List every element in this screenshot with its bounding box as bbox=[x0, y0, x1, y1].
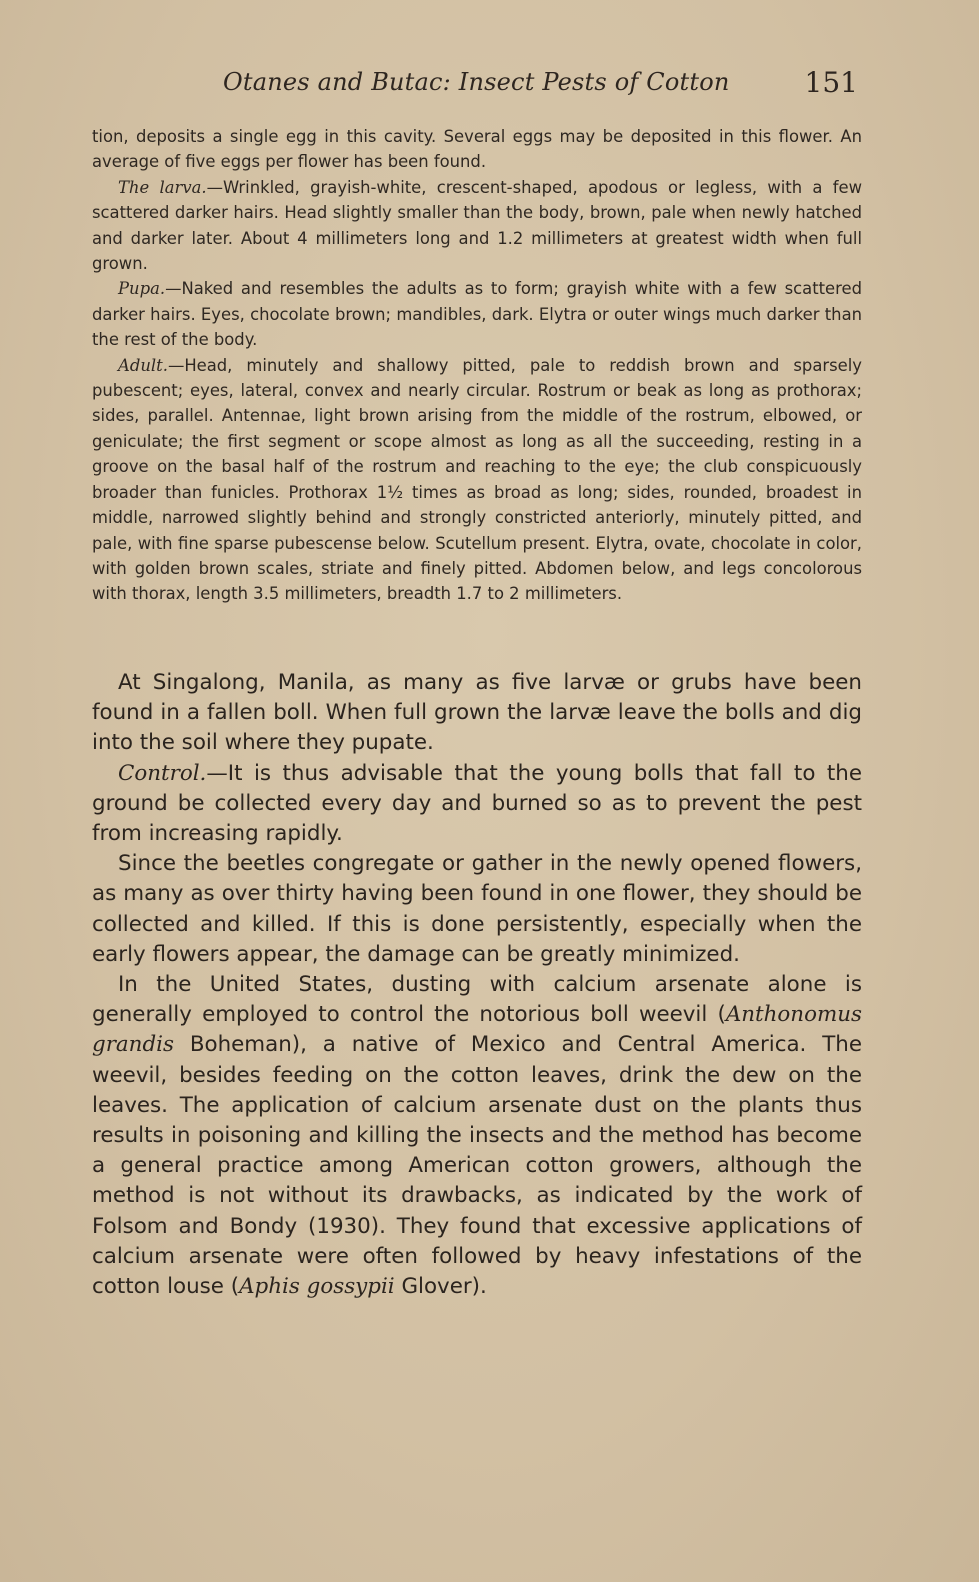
species-anthonomus: Anthonomus grandis bbox=[92, 1002, 862, 1058]
description-section bbox=[92, 124, 862, 607]
pupa-text: —Naked and resembles the adults as to form; grayish white with a few scattered darker hairs. Eyes, chocolate brown; mandibles, dark. Elytra or outer wings much darker than the rest of the body. bbox=[92, 279, 862, 350]
singalong-paragraph: At Singalong, Manila, as many as five larvæ or grubs have been found in a fallen boll. When full grown the larvæ leave the bolls and dig into the soil where they pupate. bbox=[92, 670, 862, 756]
pupa-paragraph bbox=[92, 276, 862, 352]
adult-label: Adult. bbox=[118, 355, 168, 375]
page-number: 151 bbox=[804, 66, 858, 99]
egg-paragraph: tion, deposits a single egg in this cavity. Several eggs may be deposited in this flower. An average of five eggs per flower has been found. bbox=[92, 127, 862, 172]
pupa-label: Pupa. bbox=[118, 279, 166, 299]
page-header bbox=[92, 62, 862, 106]
adult-paragraph bbox=[92, 353, 862, 607]
larva-text: —Wrinkled, grayish-white, crescent-shaped, apodous or legless, with a few scattered darker hairs. Head slightly smaller than the body, brown, pale when newly hatched and darker later. About 4 millimeters long and 1.2 millimeters at greatest width when full grown. bbox=[92, 177, 862, 274]
body-section bbox=[92, 668, 862, 1302]
us-text-b: Boheman), a native of Mexico and Central America. The weevil, besides feeding on the cotton leaves, drink the dew on the leaves. The application of calcium arsenate dust on the plants thus results in poisoning and killing the insects and the method has become a general practice among American cotton growers, although the method is not without its drawbacks, as indicated by the work of Folsom and Bondy (1930). They found that excessive applications of calcium arsenate were often followed by heavy infestations of the cotton louse ( bbox=[92, 1032, 862, 1300]
control-text: —It is thus advisable that the young bolls that fall to the ground be collected every day and burned so as to prevent the pest from increasing rapidly. bbox=[92, 760, 862, 847]
species-aphis: Aphis gossypii bbox=[239, 1274, 395, 1300]
us-text-c: Glover). bbox=[394, 1274, 487, 1300]
control-label: Control. bbox=[118, 760, 207, 786]
adult-text: —Head, minutely and shallowy pitted, pale to reddish brown and sparsely pubescent; eyes, lateral, convex and nearly circular. Rostrum or beak as long as prothorax; sides, parallel. Antennae, light brown arising from the middle of the rostrum, elbowed, or geniculate; the first segment or scope almost as long as all the succeeding, resting in a groove on the basal half of the rostrum and reaching to the eye; the club conspicuously broader than funicles. Prothorax 1½ times as broad as long; sides, rounded, broadest in middle, narrowed slightly behind and strongly constricted anteriorly, minutely pitted, and pale, with fine sparse pubescense below. Scutellum present. Elytra, ovate, chocolate in color, with golden brown scales, striate and finely pitted. Abdomen below, and legs concolorous with thorax, length 3.5 millimeters, breadth 1.7 to 2 millimeters. bbox=[92, 355, 862, 604]
running-head: Otanes and Butac: Insect Pests of Cotton bbox=[223, 68, 730, 96]
control-paragraph bbox=[92, 759, 862, 850]
larva-label: The larva. bbox=[118, 177, 207, 197]
us-text-a: In the United States, dusting with calcium arsenate alone is generally employed to control the notorious boll weevil ( bbox=[92, 972, 862, 1028]
beetles-paragraph: Since the beetles congregate or gather in the newly opened flowers, as many as over thirty having been found in one flower, they should be collected and killed. If this is done persistently, especially when the early flowers appear, the damage can be greatly minimized. bbox=[92, 851, 862, 967]
united-states-paragraph bbox=[92, 970, 862, 1302]
larva-paragraph bbox=[92, 175, 862, 277]
